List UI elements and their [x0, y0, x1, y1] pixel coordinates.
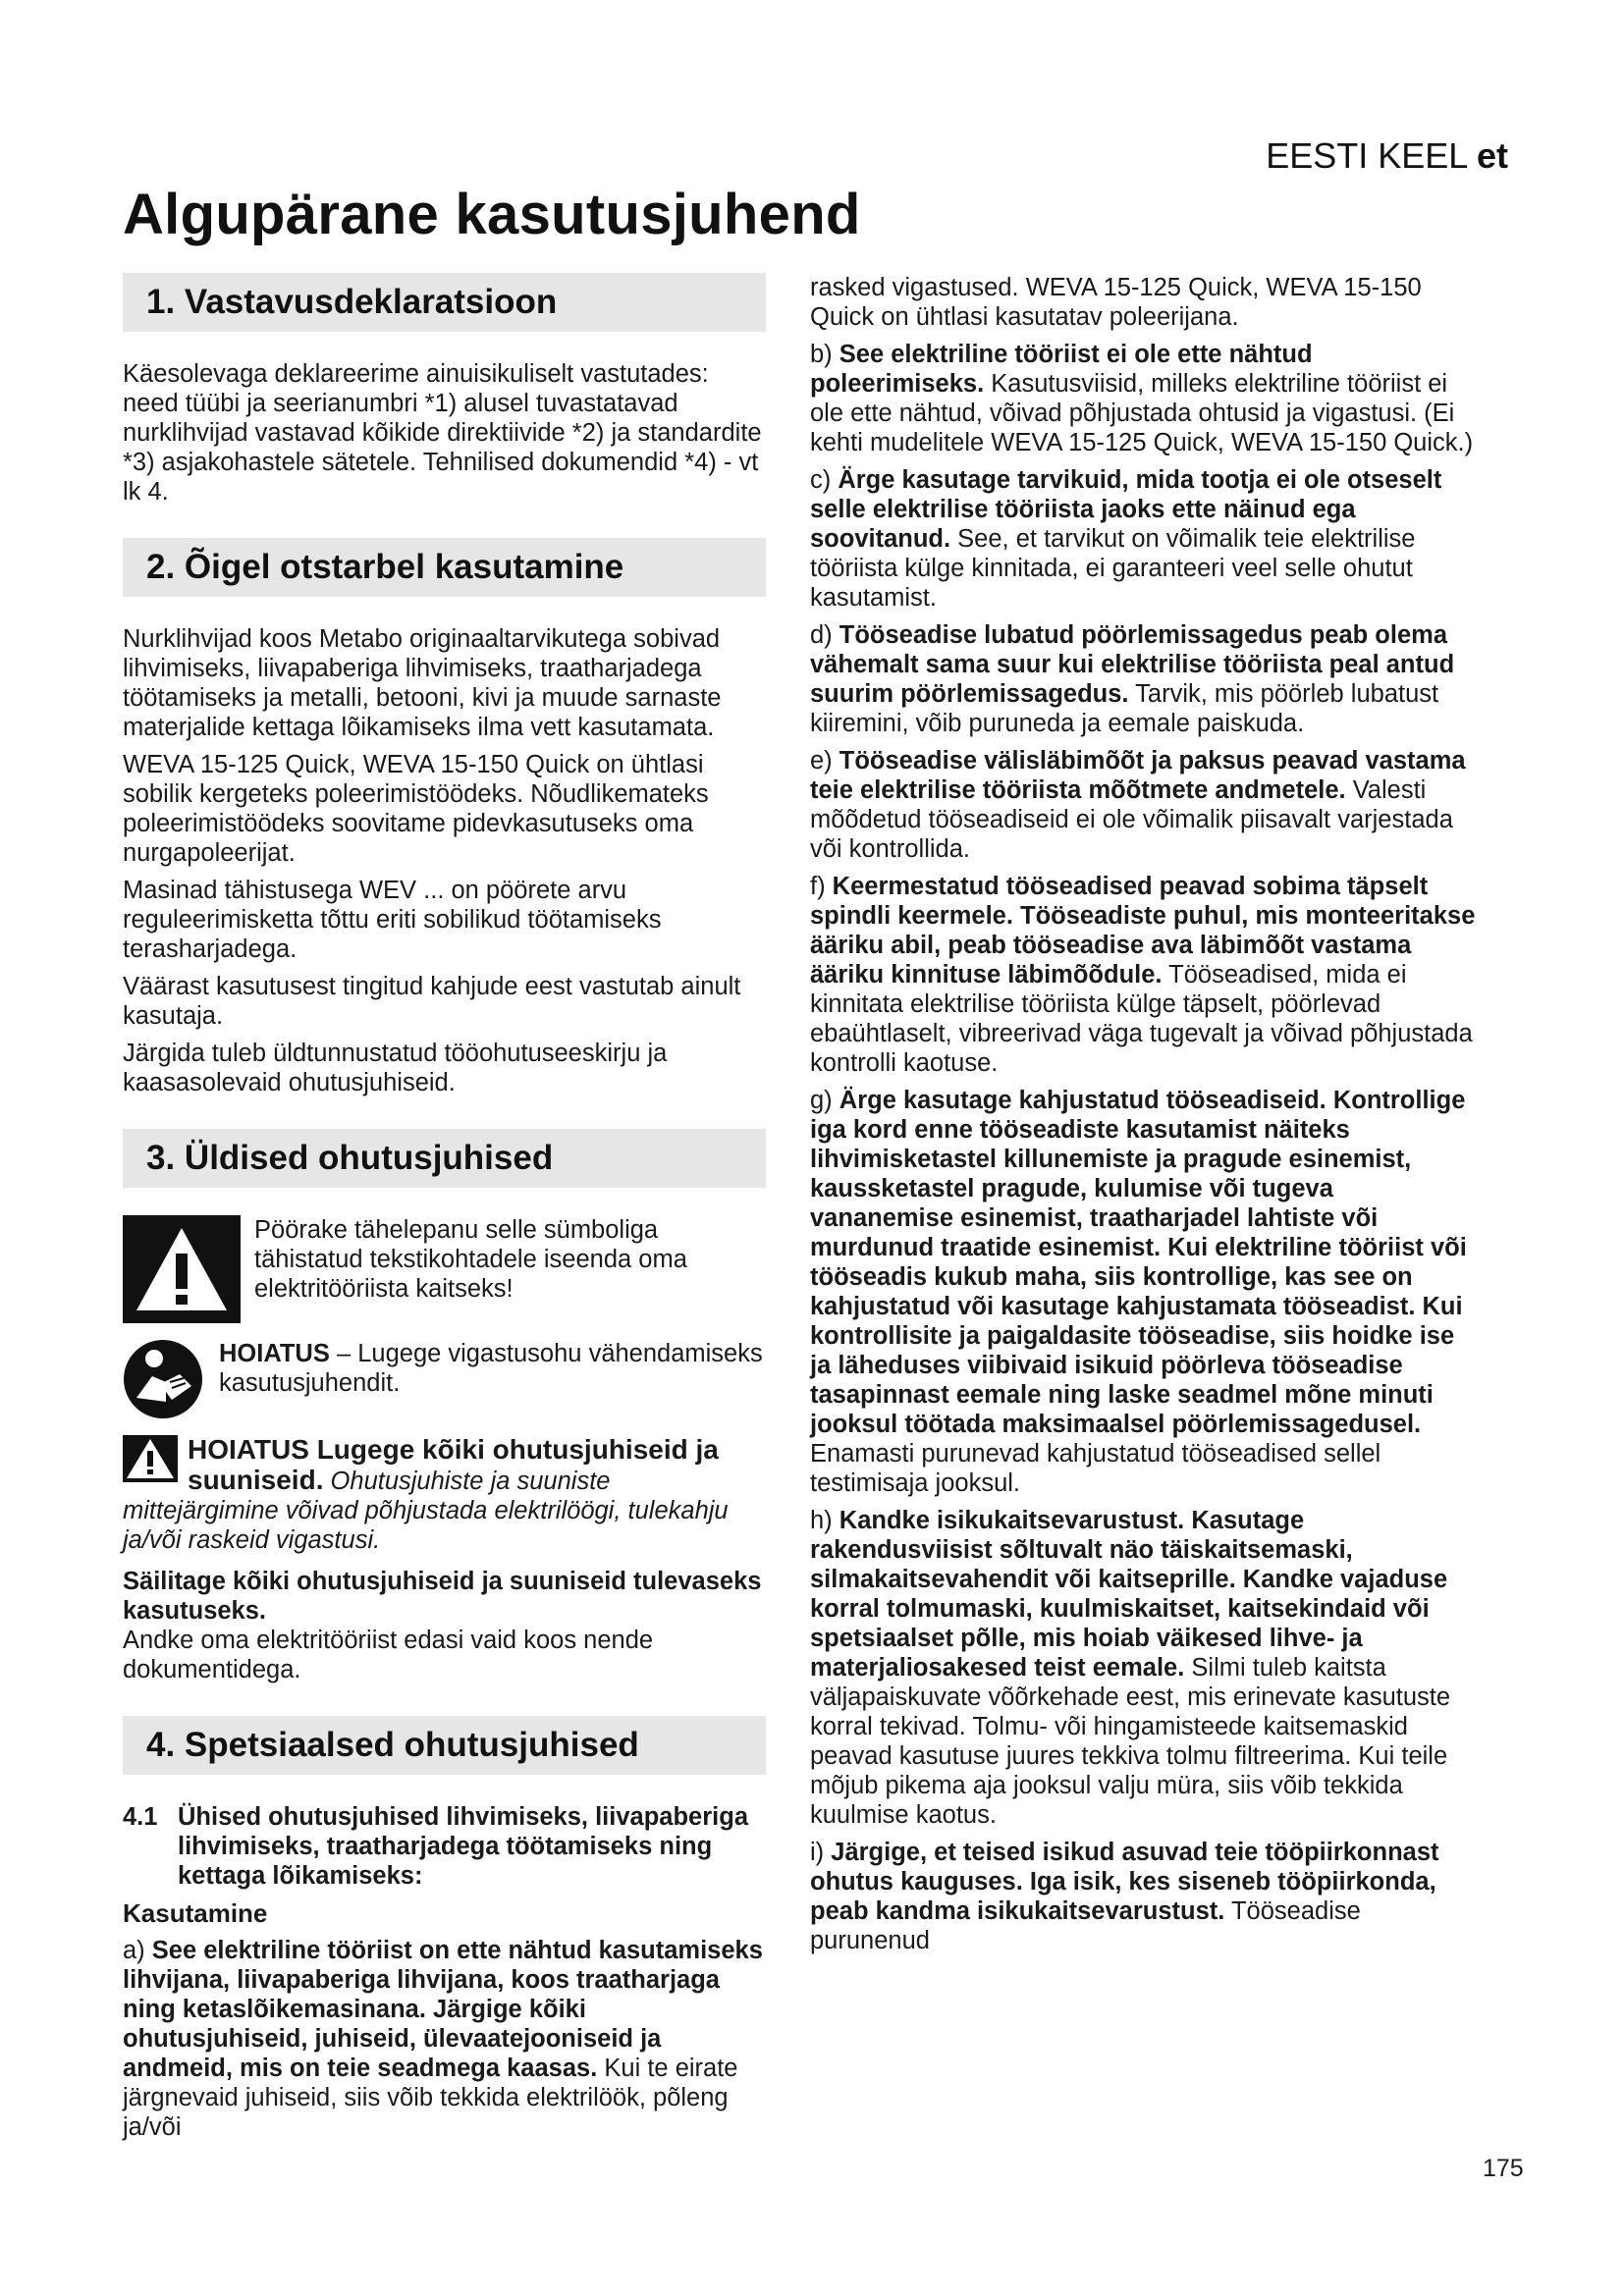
item-f-bold: Keermestatud tööseadised peavad sobima täpselt spindli keermele. Tööseadiste puhul, mis monteeritakse ääriku abil, peab tööseadise ava läbimõõt vastama ääriku kinnituse läbimõõdule. — [810, 873, 1476, 988]
subsection-number: 4.1 — [123, 1803, 158, 1831]
item-a-continued: rasked vigastused. WEVA 15-125 Quick, WEVA 15-150 Quick on ühtlasi kasutatav poleerijana. — [810, 274, 1422, 331]
item-i-bold: Järgige, et teised isikud asuvad teie tööpiirkonnast ohutus kauguses. Iga isik, kes siseneb tööpiirkonda, peab kandma isikukaitsevarustust. — [810, 1839, 1439, 1925]
item-b-text: Kasutusviisid, milleks elektriline tööriist ei ole ette nähtud, võivad põhjustada ohtusid ja vigastusi. (Ei kehti mudelitele WEVA 15-125 Quick, WEVA 15-150 Quick.) — [810, 370, 1474, 456]
item-a — [123, 1936, 766, 2142]
page-number: 175 — [1483, 2155, 1524, 2182]
item-e — [810, 746, 1478, 864]
item-c-text: See, et tarvikut on võimalik teie elektrilise tööriista külge kinnitada, ei garanteeri veel selle ohutut kasutamist. — [810, 525, 1416, 612]
usage-heading: Kasutamine — [123, 1898, 268, 1928]
item-e-letter: e) — [810, 747, 833, 774]
small-warning-icon — [123, 1435, 178, 1482]
item-g-bold: Ärge kasutage kahjustatud tööseadiseid. Kontrollige iga kord enne tööseadiste kasutamist näiteks lihvimisketastel killunemiste ja pragude esinemist, kaussketastel pragude, kulumise või tugeva vananemise esinemist, traatharjadel lahtiste või murdunud traatide esinemist. Kui elektriline tööriist või tööseadis kukub maha, siis kontrollige, kas see on kahjustatud või kasutage kahjustamata tööseadist. Kui kontrollisite ja paigaldasite tööseadise, siis hoidke ise ja läheduses viibivaid isikuid pöörleva tööseadise tasapinnast eemale ning laske seadmel mõne minuti jooksul töötada maksimaalsel pöörlemissagedusel. — [810, 1087, 1467, 1438]
keep-instructions-bold: Säilitage kõiki ohutusjuhiseid ja suuniseid tulevaseks kasutuseks. — [123, 1568, 762, 1625]
item-d-text: Tarvik, mis pöörleb lubatust kiiremini, võib puruneda ja eemale paiskuda. — [810, 680, 1439, 737]
item-g-letter: g) — [810, 1087, 833, 1114]
item-h — [810, 1506, 1478, 1830]
section-heading-4: 4. Spetsiaalsed ohutusjuhised — [123, 1716, 766, 1775]
item-a-letter: a) — [123, 1937, 145, 1964]
subsection-title: Ühised ohutusjuhised lihvimiseks, liivapaberiga lihvimiseks, traatharjadega töötamiseks ning kettaga lõikamiseks: — [178, 1803, 748, 1890]
intended-use-paragraph-1: Nurklihvijad koos Metabo originaaltarvikutega sobivad lihvimiseks, liivapaberiga lihvimiseks, traatharjadega töötamiseks ja metalli, betooni, kivi ja muude sarnaste materjalide kettaga lõikamiseks ilma vett kasutamata. — [123, 625, 722, 741]
item-d-bold: Tööseadise lubatud pöörlemissagedus peab olema vähemalt sama suur kui elektrilise tööriista peal antud suurim pöörlemissagedus. — [810, 621, 1455, 708]
section-heading-1: 1. Vastavusdeklaratsioon — [123, 273, 766, 332]
language-code: et — [1476, 135, 1508, 176]
item-h-text: Silmi tuleb kaitsta väljapaiskuvate võõrkehade eest, mis erinevate kasutuste korral tekivad. Tolmu- või hingamisteede kaitsemaskid peavad kasutuse juures tekkiva tolmu filtreerima. Kui teile mõjub pikema aja jooksul valju müra, siis võib tekkida kuulmise kaotus. — [810, 1654, 1451, 1829]
language-name: EESTI KEEL — [1266, 135, 1467, 176]
read-manual-note — [123, 1339, 766, 1419]
section-heading-3: 3. Üldised ohutusjuhised — [123, 1129, 766, 1188]
item-b-bold: See elektriline tööriist ei ole ette nähtud poleerimiseks. — [810, 341, 1313, 398]
item-i — [810, 1838, 1478, 1955]
declaration-text: Käesolevaga deklareerime ainuisikuliselt vastutades: need tüübi ja seerianumbri *1) alusel tuvastatavad nurklihvijad vastavad kõikide direktiivide *2) ja standardite *3) asjakohastele sätetele. Tehnilised dokumendid *4) - vt lk 4. — [123, 360, 762, 506]
item-e-text: Valesti mõõdetud tööseadiseid ei ole võimalik piisavalt varjestada või kontrollida. — [810, 776, 1453, 863]
item-g-text: Enamasti purunevad kahjustatud tööseadised sellel testimisaja jooksul. — [810, 1440, 1381, 1497]
right-column — [810, 273, 1478, 1963]
intended-use-paragraph-4: Väärast kasutusest tingitud kahjude eest vastutab ainult kasutaja. — [123, 973, 741, 1030]
general-warning-italic: Ohutusjuhiste ja suuniste mittejärgimine võivad põhjustada elektrilöögi, tulekahju ja/või raskeid vigastusi. — [123, 1468, 729, 1554]
read-manual-icon — [123, 1339, 203, 1419]
item-f-text: Tööseadised, mida ei kinnitata elektrilise tööriista külge täpselt, pöörlevad ebaühtlaselt, vibreerivad väga tugevalt ja võivad põhjustada kontrolli kaotuse. — [810, 961, 1473, 1077]
read-manual-text — [219, 1339, 766, 1398]
warning-symbol-text: Pöörake tähelepanu selle sümboliga tähistatud tekstikohtadele iseenda oma elektritööriista kaitseks! — [254, 1216, 687, 1303]
general-warning — [123, 1435, 766, 1555]
intended-use-paragraph-5: Järgida tuleb üldtunnustatud tööohutuseeskirju ja kaasasolevaid ohutusjuhiseid. — [123, 1040, 668, 1096]
item-c — [810, 465, 1478, 613]
keep-instructions-text: Andke oma elektritööriist edasi vaid koos nende dokumentidega. — [123, 1627, 654, 1683]
general-warning-bold: HOIATUS Lugege kõiki ohutusjuhiseid ja suuniseid. — [188, 1434, 719, 1495]
item-g — [810, 1086, 1478, 1498]
item-f — [810, 872, 1478, 1078]
warning-symbol-note — [123, 1215, 766, 1323]
left-column — [123, 273, 766, 2150]
intended-use-paragraph-3: Masinad tähistusega WEV ... on pöörete arvu reguleerimisketta tõttu eriti sobilikud töötamiseks terasharjadega. — [123, 877, 662, 963]
hoiatus-text: – Lugege vigastusohu vähendamiseks kasutusjuhendit. — [219, 1340, 763, 1397]
item-f-letter: f) — [810, 873, 826, 900]
item-c-letter: c) — [810, 466, 832, 494]
subsection-heading-4-1 — [123, 1802, 766, 1891]
item-b-letter: b) — [810, 341, 833, 368]
document-title: Algupärane kasutusjuhend — [123, 183, 861, 246]
item-a-text: Kui te eirate järgnevaid juhiseid, siis võib tekkida elektrilöök, põleng ja/või — [123, 2055, 738, 2141]
item-b — [810, 340, 1478, 457]
keep-instructions — [123, 1567, 766, 1684]
language-label — [1266, 135, 1508, 177]
hoiatus-label: HOIATUS — [219, 1340, 330, 1367]
intended-use-paragraph-2: WEVA 15-125 Quick, WEVA 15-150 Quick on ühtlasi sobilik kergeteks poleerimistöödeks. Nõudlikemateks poleerimistöödeks soovitame pidevkasutuseks oma nurgapoleerijat. — [123, 751, 709, 867]
item-e-bold: Tööseadise välisläbimõõt ja paksus peavad vastama teie elektrilise tööriista mõõtmete andmetele. — [810, 747, 1466, 804]
item-a-bold: See elektriline tööriist on ette nähtud kasutamiseks lihvijana, liivapaberiga lihvijana, koos traatharjaga ning ketaslõikemasinana. Järgige kõiki ohutusjuhiseid, juhiseid, ülevaatejooniseid ja andmeid, mis on teie seadmega kaasas. — [123, 1937, 763, 2082]
warning-triangle-icon — [123, 1215, 241, 1323]
item-h-letter: h) — [810, 1507, 833, 1534]
item-h-bold: Kandke isikukaitsevarustust. Kasutage rakendusviisist sõltuvalt näo täiskaitsemaski, silmakaitsevahendit või kaitseprille. Kandke vajaduse korral tolmumaski, kuulmiskaitset, kaitsekindaid või spetsiaalset põlle, mis hoiab väikesed lihve- ja materjaliosakesed teist eemale. — [810, 1507, 1448, 1682]
item-c-bold: Ärge kasutage tarvikuid, mida tootja ei ole otseselt selle elektrilise tööriista jaoks ette näinud ega soovitanud. — [810, 466, 1442, 553]
item-i-text: Tööseadise purunenud — [810, 1897, 1361, 1954]
item-d — [810, 620, 1478, 738]
section-heading-2: 2. Õigel otstarbel kasutamine — [123, 538, 766, 597]
item-i-letter: i) — [810, 1839, 825, 1866]
item-d-letter: d) — [810, 621, 833, 649]
